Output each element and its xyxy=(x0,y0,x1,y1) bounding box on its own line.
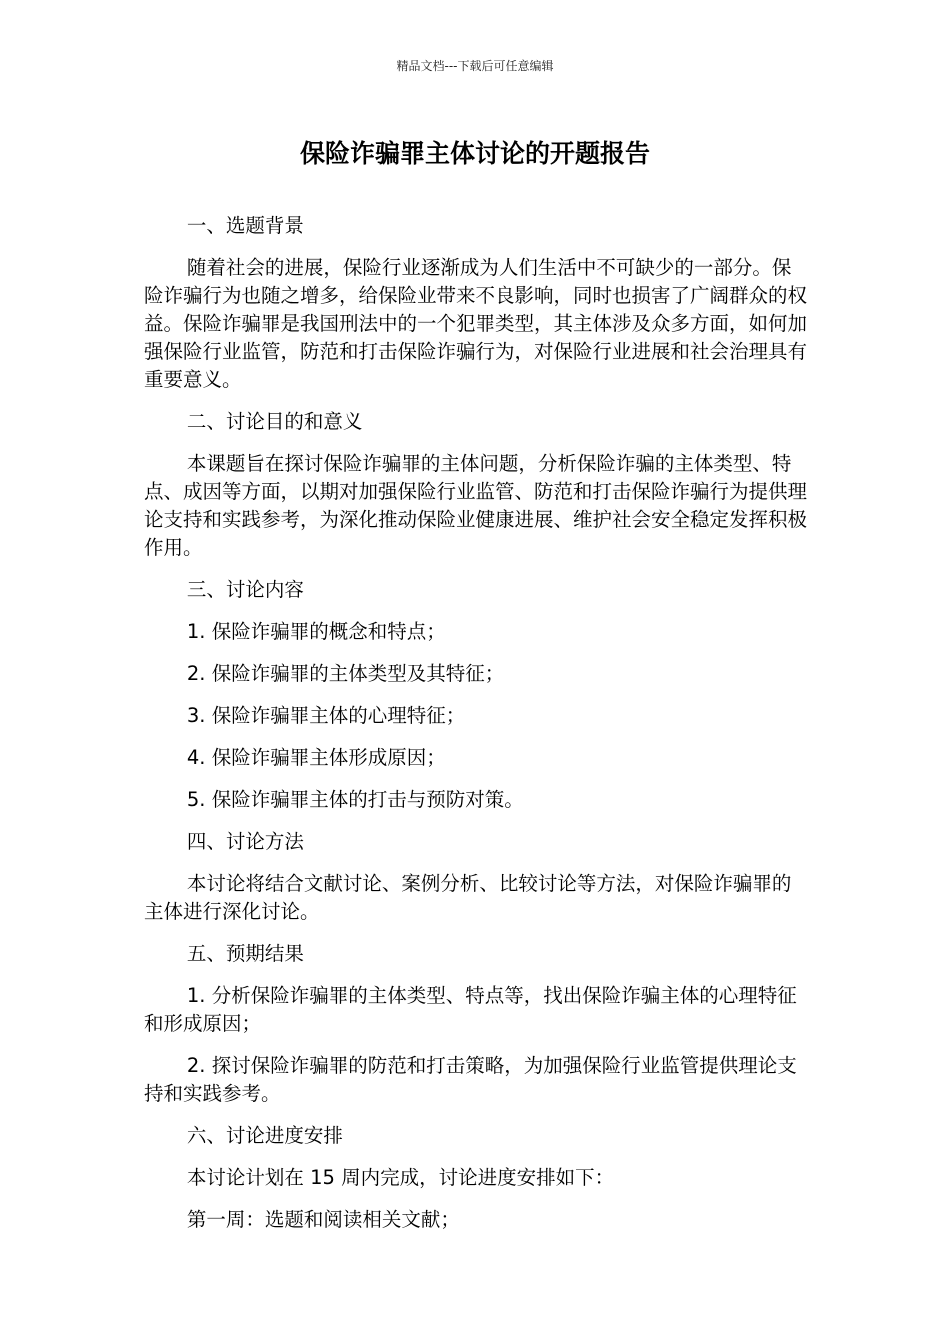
paragraph-schedule: 本讨论计划在 15 周内完成，讨论进度安排如下： xyxy=(186,1166,615,1189)
section-heading-background: 一、选题背景 xyxy=(186,214,304,237)
document-title: 保险诈骗罪主体讨论的开题报告 xyxy=(299,139,650,168)
section-heading-method: 四、讨论方法 xyxy=(186,830,304,853)
paragraph-purpose: 本课题旨在探讨保险诈骗罪的主体问题，分析保险诈骗的主体类型、特点、成因等方面，以期对加强保险行业监管、防范和打击保险诈骗行为提供理论支持和实践参考，为深化推动保险业健康进展、维护社会安全稳定发挥积极作用。 xyxy=(144,452,808,559)
list-item: 1. 分析保险诈骗罪的主体类型、特点等，找出保险诈骗主体的心理特征和形成原因； xyxy=(144,984,797,1035)
list-item: 4. 保险诈骗罪主体形成原因； xyxy=(186,746,446,769)
list-item: 3. 保险诈骗罪主体的心理特征； xyxy=(186,704,466,727)
paragraph-background: 随着社会的进展，保险行业逐渐成为人们生活中不可缺少的一部分。保险诈骗行为也随之增多，给保险业带来不良影响，同时也损害了广阔群众的权益。保险诈骗罪是我国刑法中的一个犯罪类型，其主体涉及众多方面，如何加强保险行业监管，防范和打击保险诈骗行为，对保险行业进展和社会治理具有重要意义。 xyxy=(144,256,808,391)
list-item: 5. 保险诈骗罪主体的打击与预防对策。 xyxy=(186,788,524,811)
header-note: 精品文档---下载后可任意编辑 xyxy=(396,59,554,73)
list-item: 1. 保险诈骗罪的概念和特点； xyxy=(186,620,446,643)
section-heading-content: 三、讨论内容 xyxy=(186,578,304,601)
section-heading-purpose: 二、讨论目的和意义 xyxy=(186,410,363,433)
document-body xyxy=(144,212,810,1248)
schedule-item: 第一周：选题和阅读相关文献； xyxy=(186,1208,460,1231)
list-item: 2. 探讨保险诈骗罪的防范和打击策略，为加强保险行业监管提供理论支持和实践参考。 xyxy=(144,1054,797,1105)
section-heading-schedule: 六、讨论进度安排 xyxy=(186,1124,343,1147)
list-item: 2. 保险诈骗罪的主体类型及其特征； xyxy=(186,662,505,685)
section-heading-results: 五、预期结果 xyxy=(186,942,304,965)
paragraph-method: 本讨论将结合文献讨论、案例分析、比较讨论等方法，对保险诈骗罪的主体进行深化讨论。 xyxy=(144,872,792,923)
